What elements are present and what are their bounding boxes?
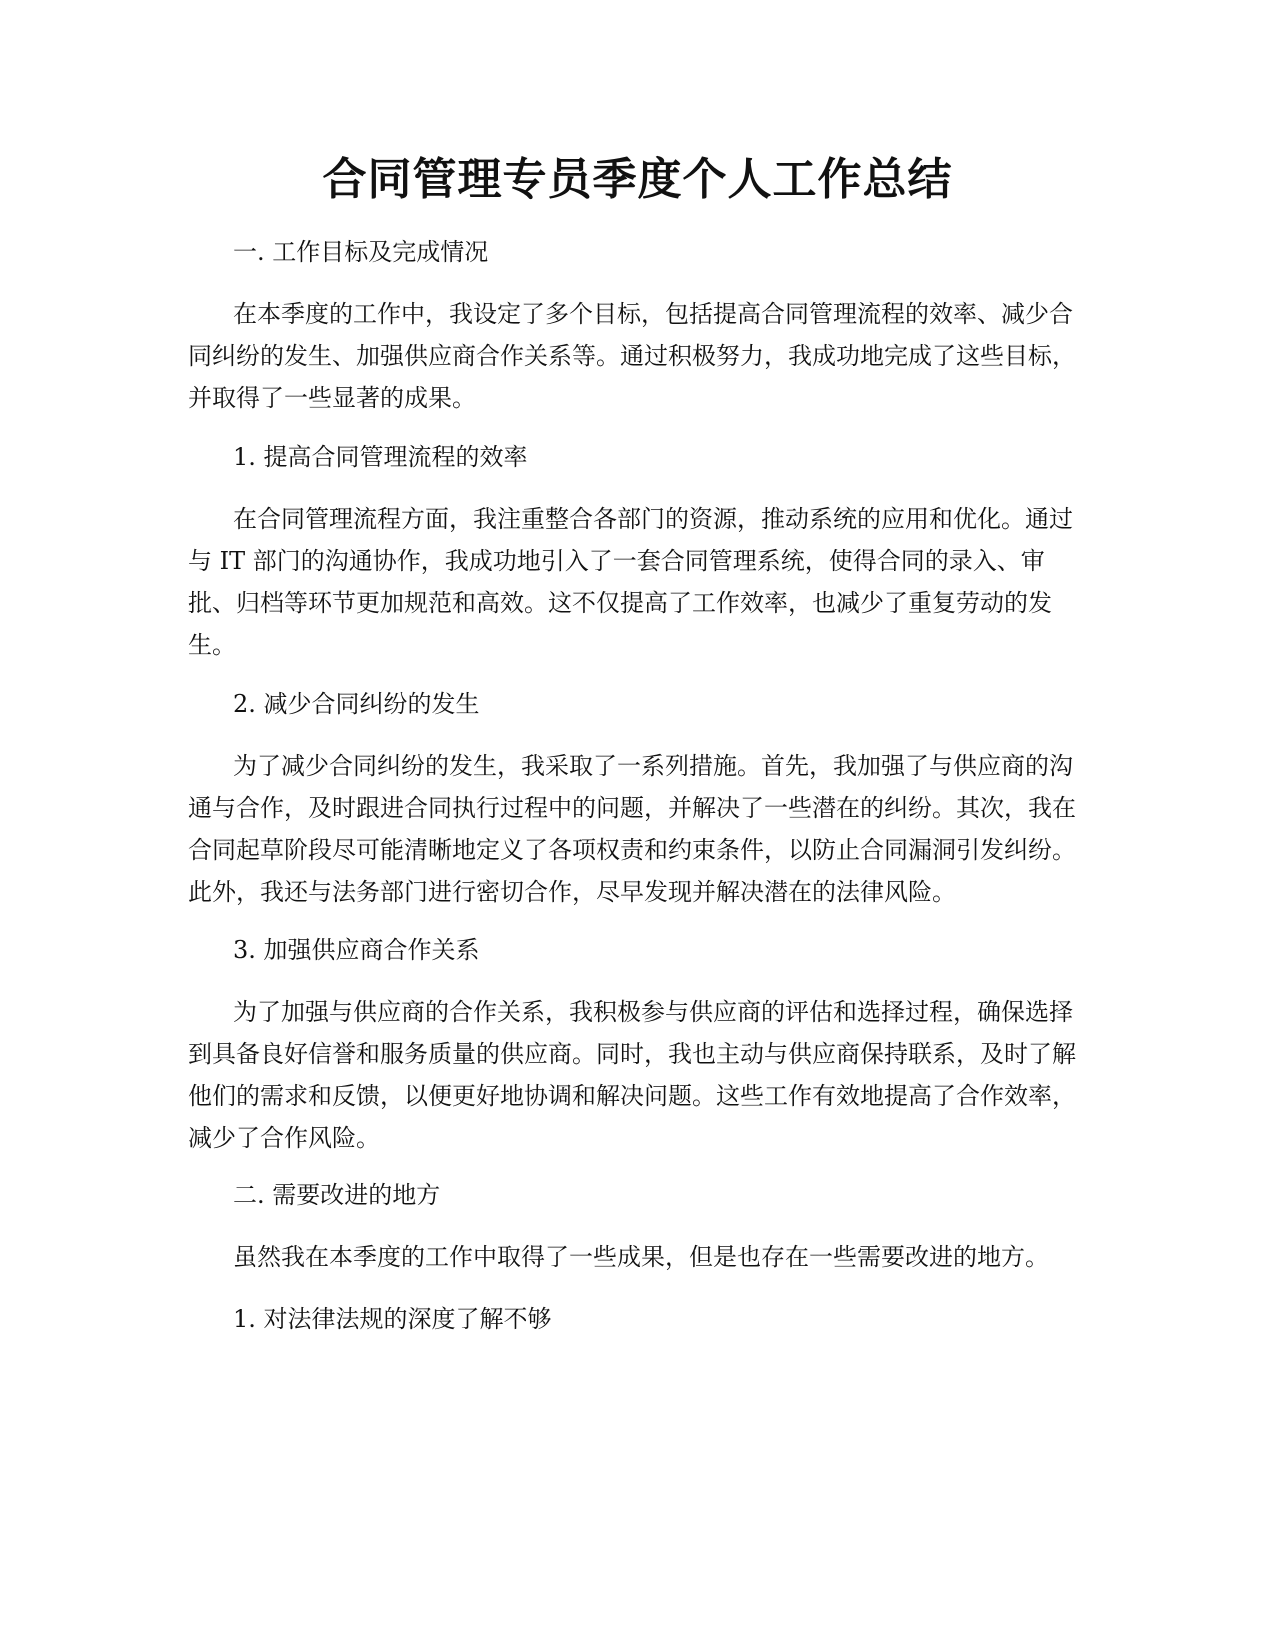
paragraph: 虽然我在本季度的工作中取得了一些成果，但是也存在一些需要改进的地方。 <box>233 1243 1049 1271</box>
subsection-heading: 3. 加强供应商合作关系 <box>233 936 480 964</box>
section-heading: 一. 工作目标及完成情况 <box>233 238 489 266</box>
subsection-heading: 2. 减少合同纠纷的发生 <box>233 690 480 718</box>
paragraph: 在合同管理流程方面，我注重整合各部门的资源，推动系统的应用和优化。通过与 IT 部门的沟通协作，我成功地引入了一套合同管理系统，使得合同的录入、审批、归档等环节更加规范和高效。这不仅提高了工作效率，也减少了重复劳动的发生。 <box>188 505 1073 659</box>
paragraph: 为了减少合同纠纷的发生，我采取了一系列措施。首先，我加强了与供应商的沟通与合作，及时跟进合同执行过程中的问题，并解决了一些潜在的纠纷。其次，我在合同起草阶段尽可能清晰地定义了各项权责和约束条件，以防止合同漏洞引发纠纷。此外，我还与法务部门进行密切合作，尽早发现并解决潜在的法律风险。 <box>188 752 1076 906</box>
subsection-heading: 1. 提高合同管理流程的效率 <box>233 443 528 471</box>
section-heading: 二. 需要改进的地方 <box>233 1181 441 1209</box>
paragraph: 在本季度的工作中，我设定了多个目标，包括提高合同管理流程的效率、减少合同纠纷的发生、加强供应商合作关系等。通过积极努力，我成功地完成了这些目标，并取得了一些显著的成果。 <box>188 300 1076 412</box>
document-title: 合同管理专员季度个人工作总结 <box>322 154 953 205</box>
paragraph: 为了加强与供应商的合作关系，我积极参与供应商的评估和选择过程，确保选择到具备良好信誉和服务质量的供应商。同时，我也主动与供应商保持联系，及时了解他们的需求和反馈，以便更好地协调和解决问题。这些工作有效地提高了合作效率，减少了合作风险。 <box>188 998 1076 1152</box>
subsection-heading: 1. 对法律法规的深度了解不够 <box>233 1305 552 1333</box>
